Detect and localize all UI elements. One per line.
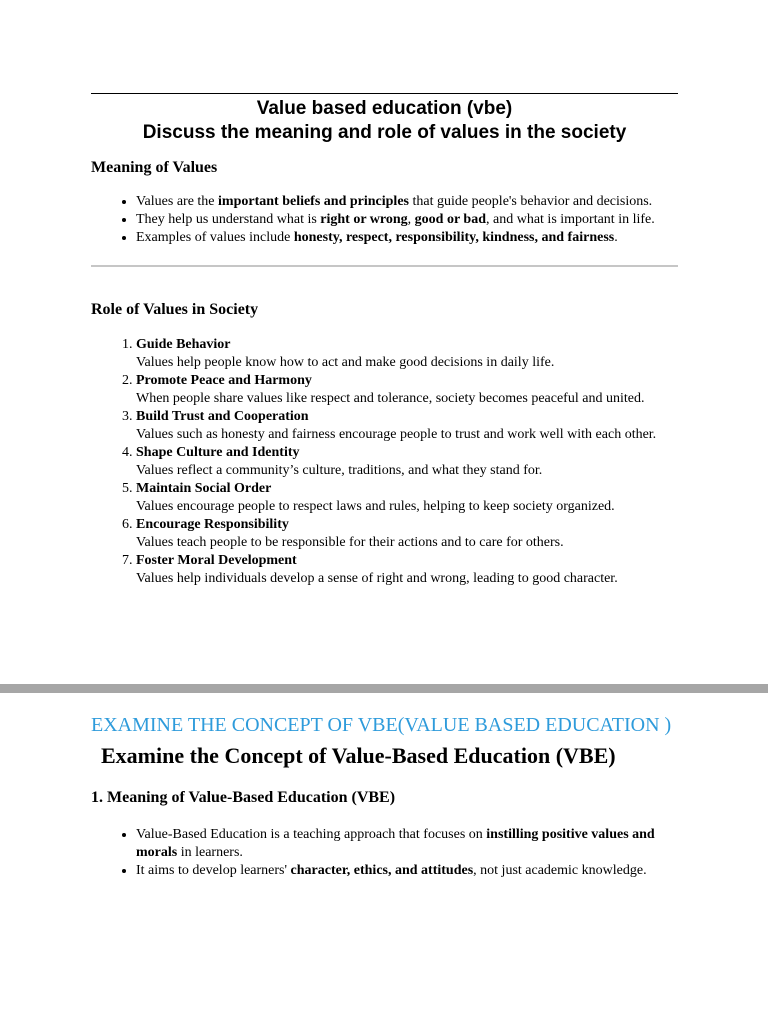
list-item: 3. Build Trust and Cooperation Values such as honesty and fairness encourage people to trust and work well with each other.: [136, 408, 678, 444]
list-item: 6. Encourage Responsibility Values teach people to be responsible for their actions and to care for others.: [136, 516, 678, 552]
title-line-1: Value based education (vbe): [256, 98, 513, 119]
list-item: • Values are the important beliefs and principles that guide people's behavior and decisions.: [136, 193, 678, 211]
list-item: • They help us understand what is right or wrong, good or bad, and what is important in life.: [136, 211, 678, 229]
page-break-bar: [0, 684, 768, 693]
vbe-main-heading: Examine the Concept of Value-Based Education (VBE): [101, 743, 616, 768]
list-item: 1. Guide Behavior Values help people know how to act and make good decisions in daily life.: [136, 336, 678, 372]
vbe-bullet-list: [91, 826, 678, 880]
section-divider: [91, 265, 678, 267]
list-item: • It aims to develop learners' character, ethics, and attitudes, not just academic knowledge.: [136, 862, 678, 880]
list-item: • Value-Based Education is a teaching approach that focuses on instilling positive values and morals in learners.: [136, 826, 678, 862]
list-item: 2. Promote Peace and Harmony When people share values like respect and tolerance, society becomes peaceful and united.: [136, 372, 678, 408]
list-item: 4. Shape Culture and Identity Values reflect a community’s culture, traditions, and what they stand for.: [136, 444, 678, 480]
document-title: [91, 97, 678, 145]
meaning-heading: Meaning of Values: [91, 159, 218, 176]
top-rule: [91, 93, 678, 94]
document-top-section: [91, 93, 678, 588]
roles-heading: Role of Values in Society: [91, 301, 259, 318]
list-item: 7. Foster Moral Development Values help individuals develop a sense of right and wrong, leading to good character.: [136, 552, 678, 588]
vbe-blue-heading: EXAMINE THE CONCEPT OF VBE(VALUE BASED EDUCATION ): [91, 714, 672, 736]
title-line-2: Discuss the meaning and role of values in the society: [142, 122, 627, 143]
list-item: • Examples of values include honesty, respect, responsibility, kindness, and fairness.: [136, 229, 678, 247]
document-bottom-section: [91, 712, 678, 880]
roles-numbered-list: [91, 336, 678, 588]
meaning-bullet-list: [91, 193, 678, 247]
list-item: 5. Maintain Social Order Values encourage people to respect laws and rules, helping to keep society organized.: [136, 480, 678, 516]
vbe-meaning-heading: 1. Meaning of Value-Based Education (VBE): [91, 789, 396, 806]
